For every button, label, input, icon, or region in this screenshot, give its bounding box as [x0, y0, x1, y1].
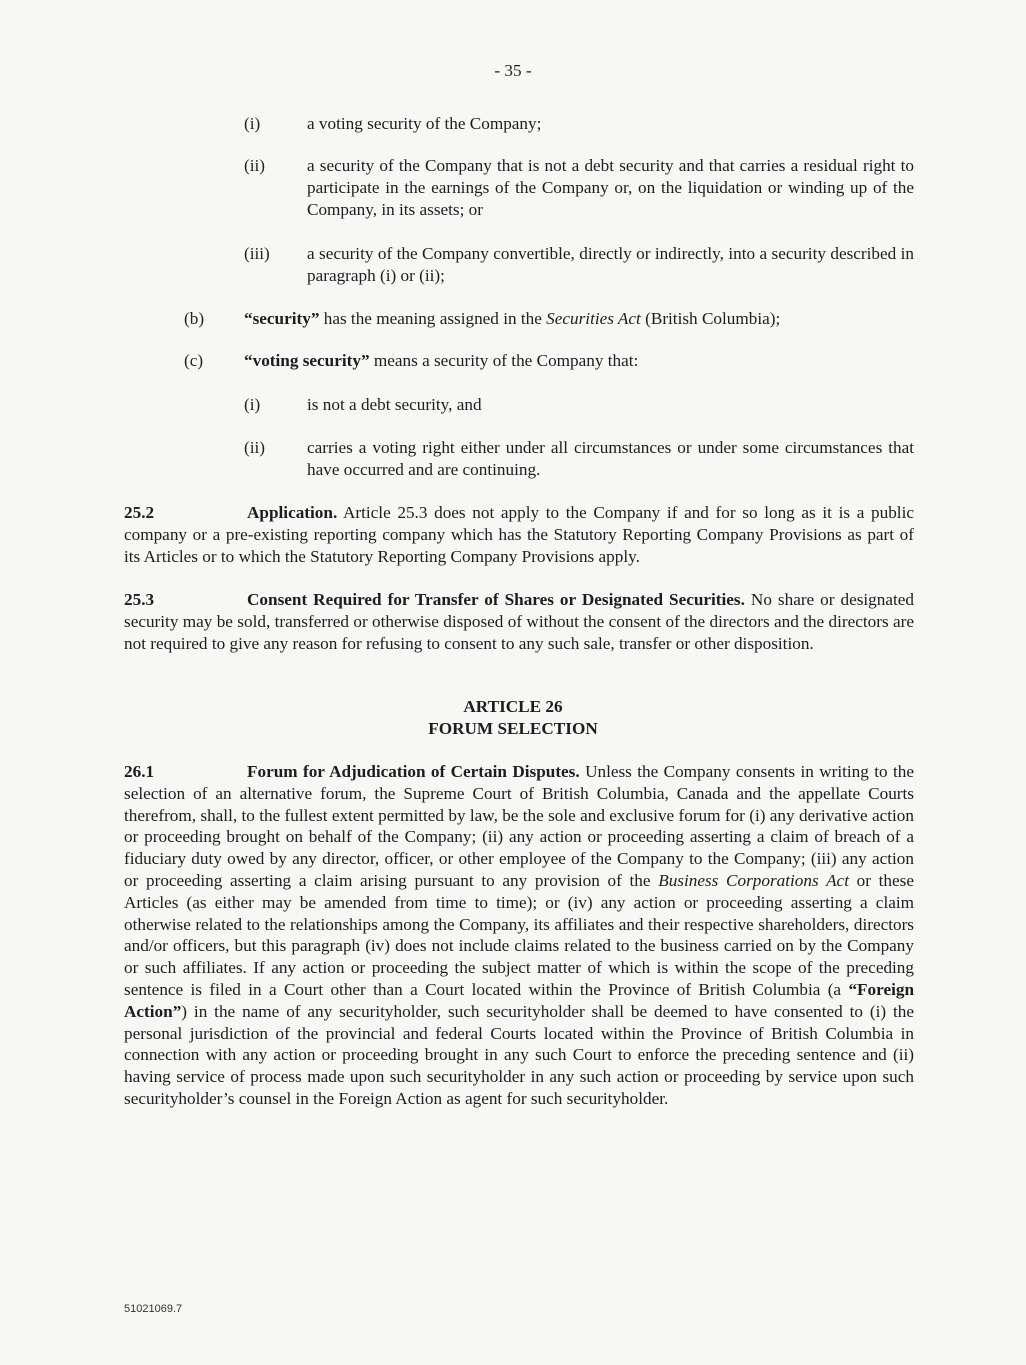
section-text: or these Articles (as either may be amended from time to time); or (iv) any action or proceeding asserting a claim otherwise related to the relationships among the Company, its affiliates and their respective shareholders, directors and/or officers, but this paragraph (iv) does not include claims related to the business carried on by the Company or such affiliates. If any action or proceeding the subject matter of which is within the scope of the preceding sentence is filed in a Court other than a Court located within the Province of British Columbia (a	[124, 870, 914, 999]
section-heading: Application.	[247, 503, 338, 522]
definition-text: means a security of the Company that:	[369, 351, 639, 370]
section-text: ) in the name of any securityholder, such securityholder shall be deemed to have consented to (i) the personal jurisdiction of the provincial and federal Courts located within the Province of British Columbia in connection with any action or proceeding brought in any such Court to enforce the preceding sentence and (ii) having service of process made upon such securityholder in any such action or proceeding by service upon such securityholder’s counsel in the Foreign Action as agent for such securityholder.	[124, 1001, 914, 1108]
list-label: (ii)	[244, 156, 265, 175]
list-item-text: a voting security of the Company;	[307, 114, 542, 133]
definition-label: (b)	[184, 309, 205, 328]
definition-label: (c)	[184, 351, 204, 370]
list-label: (i)	[244, 395, 261, 414]
defined-term: “Foreign Action”	[124, 979, 914, 1021]
article-subtitle: FORUM SELECTION	[428, 719, 598, 738]
article-title: ARTICLE 26	[463, 697, 563, 716]
section-number: 25.3	[124, 590, 155, 609]
definition-text: (British Columbia);	[640, 309, 781, 328]
section-25-3	[124, 589, 914, 654]
section-26-1	[124, 761, 914, 1110]
section-heading: Forum for Adjudication of Certain Disputes.	[247, 762, 580, 781]
section-number: 25.2	[124, 503, 155, 522]
defined-term: “voting security”	[244, 351, 370, 370]
section-number: 26.1	[124, 762, 155, 781]
defined-term: “security”	[244, 309, 320, 328]
section-heading: Consent Required for Transfer of Shares or Designated Securities.	[247, 590, 745, 609]
section-25-2	[124, 502, 914, 567]
definition-text: has the meaning assigned in the	[319, 309, 547, 328]
list-item-text: is not a debt security, and	[307, 395, 482, 414]
act-name: Securities Act	[546, 309, 641, 328]
list-item-text: a security of the Company that is not a debt security and that carries a residual right to participate in the earnings of the Company or, on the liquidation or winding up of the Company, in its assets; or	[307, 156, 914, 219]
document-code: 51021069.7	[124, 1303, 183, 1315]
list-item-text: carries a voting right either under all circumstances or under some circumstances that have occurred and are continuing.	[307, 438, 914, 479]
act-name: Business Corporations Act	[658, 870, 849, 890]
list-label: (iii)	[244, 244, 270, 263]
section-text: No share or designated security may be sold, transferred or otherwise disposed of without the consent of the directors and the directors are not required to give any reason for refusing to consent to any such sale, transfer or other disposition.	[124, 590, 914, 653]
section-text: Article 25.3 does not apply to the Company if and for so long as it is a public company or a pre-existing reporting company which has the Statutory Reporting Company Provisions as part of its Articles or to which the Statutory Reporting Company Provisions apply.	[124, 503, 914, 566]
list-item-text: a security of the Company convertible, directly or indirectly, into a security described in paragraph (i) or (ii);	[307, 244, 914, 285]
section-text: Unless the Company consents in writing to the selection of an alternative forum, the Supreme Court of British Columbia, Canada and the appellate Courts therefrom, shall, to the fullest extent permitted by law, be the sole and exclusive forum for (i) any derivative action or proceeding brought on behalf of the Company; (ii) any action or proceeding asserting a claim of breach of a fiduciary duty owed by any director, officer, or other employee of the Company to the Company; (iii) any action or proceeding asserting a claim arising pursuant to any provision of the	[124, 762, 914, 890]
definition-voting-security	[244, 350, 924, 372]
definition-security	[244, 308, 924, 330]
page-number: - 35 -	[494, 61, 532, 80]
list-label: (ii)	[244, 438, 265, 457]
list-label: (i)	[244, 114, 261, 133]
